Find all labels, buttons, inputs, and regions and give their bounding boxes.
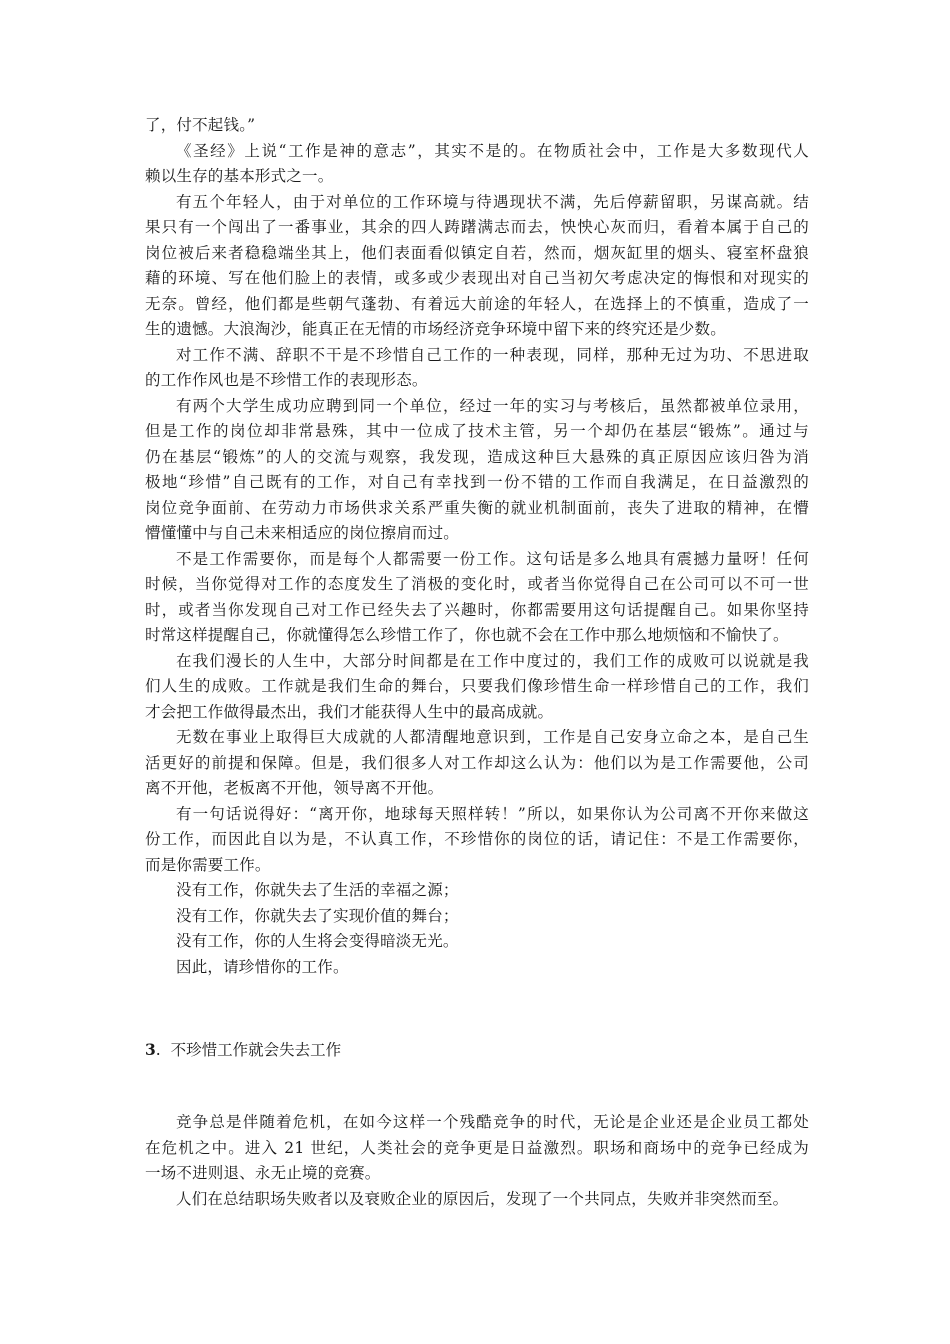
text-line: 人们在总结职场失败者以及衰败企业的原因后，发现了一个共同点，失败并非突然而至。 xyxy=(176,1189,789,1208)
text-line: 在我们漫长的人生中，大部分时间都是在工作中度过的，我们工作的成败可以说就是我 xyxy=(176,651,809,670)
text-line: 在危机之中。进入 21 世纪，人类社会的竞争更是日益激烈。职场和商场中的竞争已经成为 xyxy=(145,1138,809,1157)
paragraph xyxy=(145,394,809,547)
text-line: 无奈。曾经，他们都是些朝气蓬勃、有着远大前途的年轻人，在选择上的不慎重，造成了一 xyxy=(145,294,809,313)
paragraph xyxy=(145,904,809,930)
text-line: 岗位被后来者稳稳端坐其上，他们表面看似镇定自若，然而，烟灰缸里的烟头、寝室杯盘狼 xyxy=(145,243,809,262)
paragraph xyxy=(145,190,809,343)
text-line: 的工作作风也是不珍惜工作的表现形态。 xyxy=(145,371,428,389)
text-line: 不是工作需要你，而是每个人都需要一份工作。这句话是多么地具有震撼力量呀！任何 xyxy=(176,549,809,568)
text-line: 才会把工作做得最杰出，我们才能获得人生中的最高成就。 xyxy=(145,702,554,721)
text-line: 对工作不满、辞职不干是不珍惜自己工作的一种表现，同样，那种无过为功、不思进取 xyxy=(176,345,809,364)
text-line: 离不开他，老板离不开他，领导离不开他。 xyxy=(145,779,444,797)
paragraph xyxy=(145,1187,809,1213)
section-separator: . xyxy=(155,1041,161,1059)
text-line: 《圣经》上说“工作是神的意志”，其实不是的。在物质社会中，工作是大多数现代人 xyxy=(176,141,809,160)
text-line: 岗位竞争面前、在劳动力市场供求关系严重失衡的就业机制面前，丧失了进取的精神，在懵 xyxy=(145,498,809,517)
body-text-section-2 xyxy=(145,1110,809,1212)
text-line: 果只有一个闯出了一番事业，其余的四人踌躇满志而去，怏怏心灰而归，看着本属于自己的 xyxy=(145,218,809,236)
paragraph xyxy=(145,802,809,879)
text-line: 时候，当你觉得对工作的态度发生了消极的变化时，或者当你觉得自己在公司可以不可一世 xyxy=(145,575,809,593)
text-line: 无数在事业上取得巨大成就的人都清醒地意识到，工作是自己安身立命之本，是自己生 xyxy=(176,728,809,746)
text-line: 了，付不起钱。” xyxy=(145,116,256,134)
text-line: 赖以生存的基本形式之一。 xyxy=(145,167,334,185)
section-title: 不珍惜工作就会失去工作 xyxy=(170,1041,342,1059)
paragraph xyxy=(145,139,809,190)
text-line: 有五个年轻人，由于对单位的工作环境与待遇现状不满，先后停薪留职，另谋高就。结 xyxy=(176,192,809,211)
paragraph xyxy=(145,878,809,904)
text-line: 没有工作，你的人生将会变得暗淡无光。 xyxy=(176,932,459,950)
paragraph xyxy=(145,343,809,394)
section-heading xyxy=(145,1038,341,1062)
body-text-section-1 xyxy=(145,113,809,980)
text-line: 一场不进则退、永无止境的竞赛。 xyxy=(145,1164,381,1182)
text-line: 生的遗憾。大浪淘沙，能真正在无情的市场经济竞争环境中留下来的终究还是少数。 xyxy=(145,320,726,338)
paragraph xyxy=(145,725,809,802)
text-line: 份工作，而因此自以为是，不认真工作，不珍惜你的岗位的话，请记住：不是工作需要你， xyxy=(145,830,809,848)
paragraph xyxy=(145,955,809,981)
paragraph xyxy=(145,929,809,955)
text-line: 没有工作，你就失去了生活的幸福之源； xyxy=(176,881,459,899)
text-line: 藉的环境、写在他们脸上的表情，或多或少表现出对自己当初欠考虑决定的悔恨和对现实的 xyxy=(145,269,809,287)
text-line: 极地“珍惜”自己既有的工作，对自己有幸找到一份不错的工作而自我满足，在日益激烈的 xyxy=(145,473,809,491)
text-line: 但是工作的岗位却非常悬殊，其中一位成了技术主管，另一个却仍在基层“锻炼”。通过与 xyxy=(145,422,809,440)
text-line: 因此，请珍惜你的工作。 xyxy=(176,957,349,976)
paragraph xyxy=(145,113,809,139)
text-line: 时，或者当你发现自己对工作已经失去了兴趣时，你都需要用这句话提醒自己。如果你坚持 xyxy=(145,600,809,619)
text-line: 们人生的成败。工作就是我们生命的舞台，只要我们像珍惜生命一样珍惜自己的工作，我们 xyxy=(145,677,809,695)
paragraph xyxy=(145,547,809,649)
text-line: 有一句话说得好：“离开你，地球每天照样转！”所以，如果你认为公司离不开你来做这 xyxy=(176,804,809,823)
text-line: 而是你需要工作。 xyxy=(145,855,271,874)
text-line: 仍在基层“锻炼”的人的交流与观察，我发现，造成这种巨大悬殊的真正原因应该归咎为消 xyxy=(145,447,809,466)
text-line: 没有工作，你就失去了实现价值的舞台； xyxy=(176,906,459,925)
text-line: 时常这样提醒自己，你就懂得怎么珍惜工作了，你也就不会在工作中那么地烦恼和不愉快了。 xyxy=(145,626,789,644)
paragraph xyxy=(145,649,809,726)
text-line: 懵懂懂中与自己未来相适应的岗位擦肩而过。 xyxy=(145,524,460,542)
text-line: 活更好的前提和保障。但是，我们很多人对工作却这么认为：他们以为是工作需要他，公司 xyxy=(145,753,809,772)
text-line: 有两个大学生成功应聘到同一个单位，经过一年的实习与考核后，虽然都被单位录用， xyxy=(176,396,809,415)
text-line: 竞争总是伴随着危机，在如今这样一个残酷竞争的时代，无论是企业还是企业员工都处 xyxy=(176,1113,809,1131)
section-number: 3 xyxy=(145,1040,156,1059)
paragraph xyxy=(145,1110,809,1187)
